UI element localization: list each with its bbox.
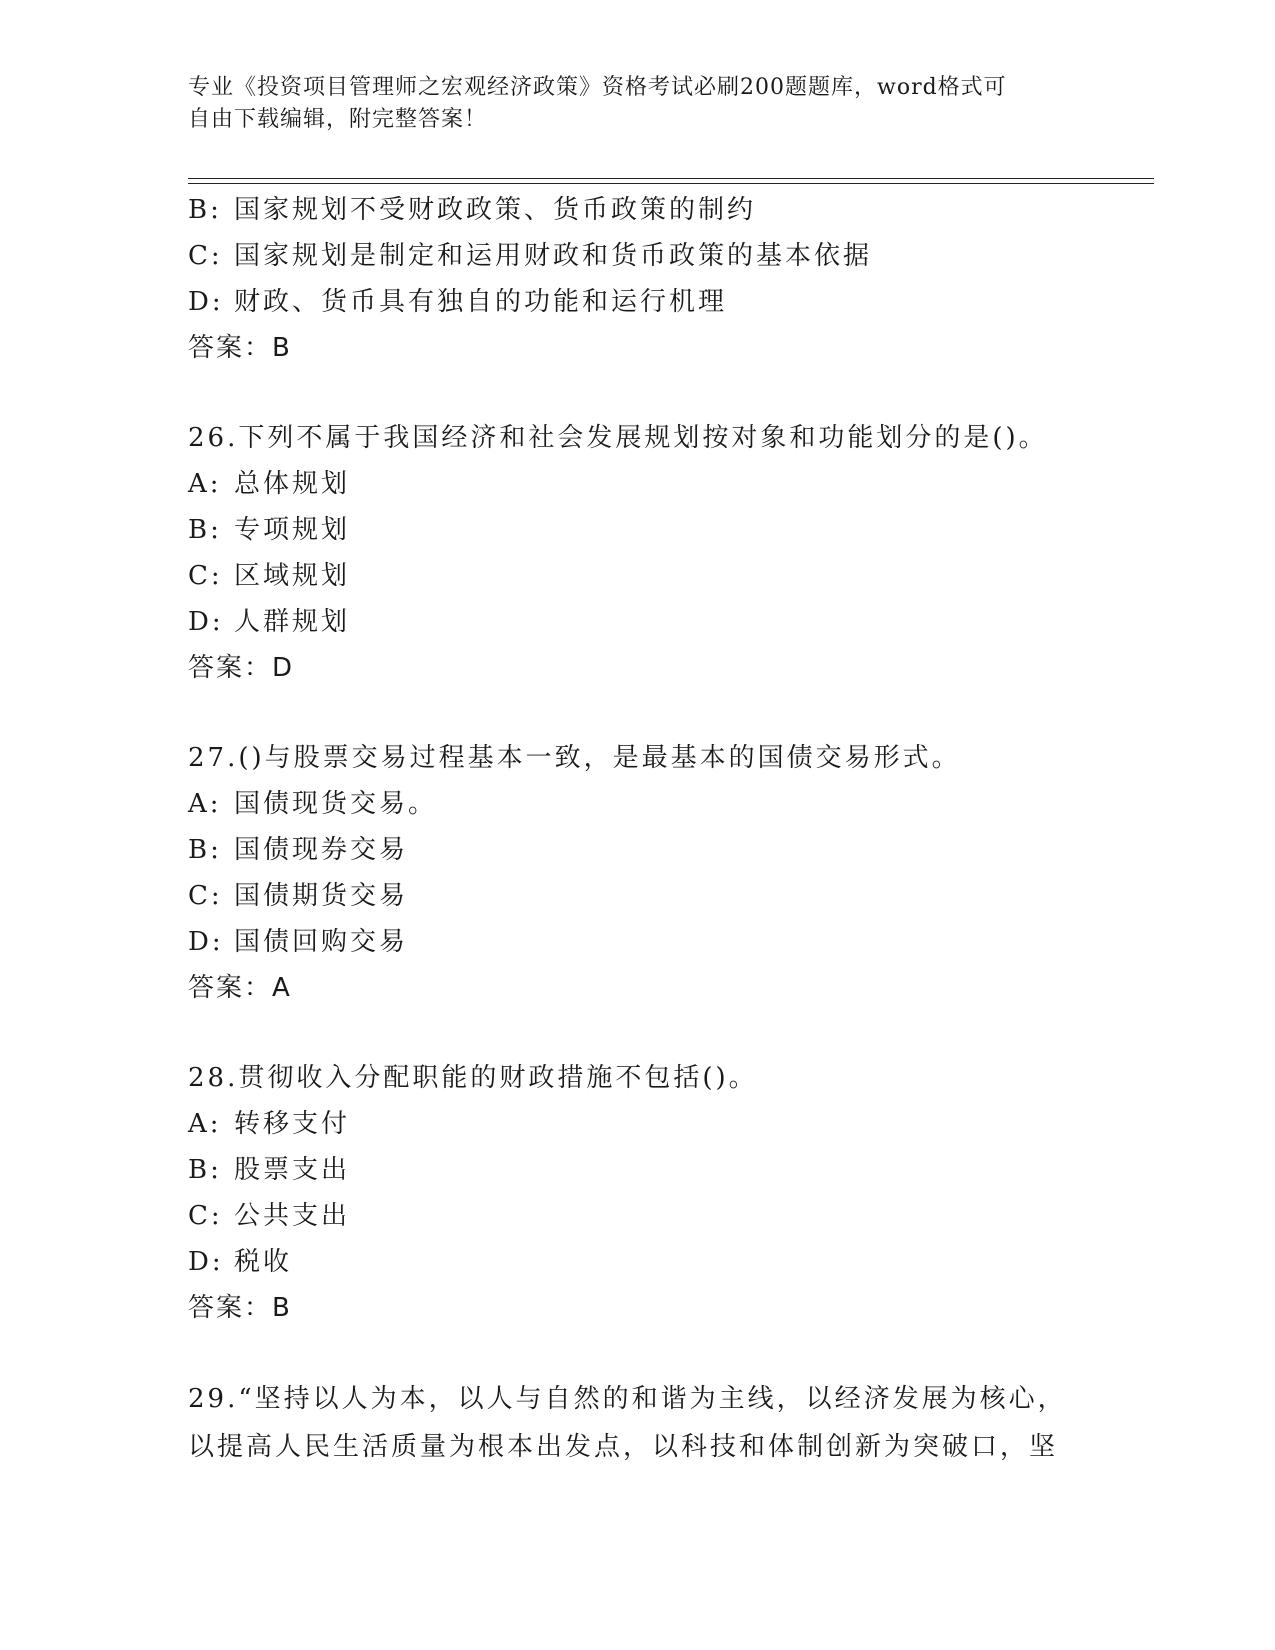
question-stem: 27.()与股票交易过程基本一致，是最基本的国债交易形式。: [188, 743, 961, 773]
option-text: 股票支出: [234, 1155, 351, 1185]
option-text: 总体规划: [234, 469, 351, 499]
option-letter: D:: [188, 927, 224, 957]
spacer: [188, 691, 1088, 735]
spacer: [188, 1011, 1088, 1055]
answer: 答案：B: [188, 1293, 292, 1323]
option-a: [188, 781, 1088, 827]
option-text: 税收: [234, 1247, 293, 1277]
question-stem-line-1: 29.“坚持以人为本，以人与自然的和谐为主线，以经济发展为核心，: [188, 1384, 1067, 1414]
option-b: [188, 187, 1088, 233]
question-stem: 26.下列不属于我国经济和社会发展规划按对象和功能划分的是()。: [188, 423, 1048, 453]
question-stem: 28.贯彻收入分配职能的财政措施不包括()。: [188, 1063, 758, 1093]
answer: 答案：A: [188, 973, 292, 1003]
option-b: [188, 1147, 1088, 1193]
option-c: [188, 233, 1088, 279]
option-text: 财政、货币具有独自的功能和运行机理: [234, 287, 728, 317]
header-line-1: 专业《投资项目管理师之宏观经济政策》资格考试必刷200题题库，word格式可: [188, 75, 1007, 100]
option-d: [188, 279, 1088, 325]
option-letter: D:: [188, 607, 224, 637]
question-26: [188, 415, 1088, 691]
question-25: [188, 187, 1088, 371]
option-letter: A:: [188, 1109, 222, 1139]
option-a: [188, 461, 1088, 507]
option-text: 转移支付: [234, 1109, 351, 1139]
option-c: [188, 1193, 1088, 1239]
option-letter: B:: [188, 515, 222, 545]
option-letter: A:: [188, 469, 222, 499]
question-stem-line-2: 以提高人民生活质量为根本出发点，以科技和体制创新为突破口，坚: [188, 1432, 1059, 1462]
option-text: 国家规划是制定和运用财政和货币政策的基本依据: [234, 241, 873, 271]
option-b: [188, 507, 1088, 553]
header-divider-top: [188, 178, 1154, 179]
question-29: [188, 1375, 1068, 1471]
option-letter: A:: [188, 789, 222, 819]
option-letter: C:: [188, 1201, 223, 1231]
option-c: [188, 873, 1088, 919]
header-divider-bottom: [188, 183, 1154, 184]
option-letter: C:: [188, 881, 223, 911]
option-text: 国债回购交易: [234, 927, 409, 957]
option-letter: D:: [188, 287, 224, 317]
option-d: [188, 599, 1088, 645]
option-a: [188, 1101, 1088, 1147]
option-letter: C:: [188, 241, 223, 271]
option-text: 国债期货交易: [234, 881, 409, 911]
option-d: [188, 919, 1088, 965]
spacer: [188, 371, 1088, 415]
question-list: [188, 187, 1088, 1471]
option-b: [188, 827, 1088, 873]
answer: 答案：B: [188, 333, 292, 363]
option-letter: B:: [188, 835, 222, 865]
option-text: 国债现货交易。: [234, 789, 438, 819]
document-header: [188, 72, 1088, 136]
header-line-2: 自由下载编辑，附完整答案！: [188, 107, 488, 132]
option-letter: C:: [188, 561, 223, 591]
answer: 答案：D: [188, 653, 295, 683]
option-text: 公共支出: [234, 1201, 351, 1231]
question-28: [188, 1055, 1088, 1331]
option-d: [188, 1239, 1088, 1285]
option-text: 人群规划: [234, 607, 351, 637]
option-text: 区域规划: [234, 561, 351, 591]
option-text: 国家规划不受财政政策、货币政策的制约: [234, 195, 757, 225]
option-text: 国债现券交易: [234, 835, 409, 865]
option-letter: B:: [188, 195, 222, 225]
question-27: [188, 735, 1088, 1011]
option-letter: D:: [188, 1247, 224, 1277]
spacer: [188, 1331, 1088, 1375]
option-letter: B:: [188, 1155, 222, 1185]
option-c: [188, 553, 1088, 599]
option-text: 专项规划: [234, 515, 351, 545]
